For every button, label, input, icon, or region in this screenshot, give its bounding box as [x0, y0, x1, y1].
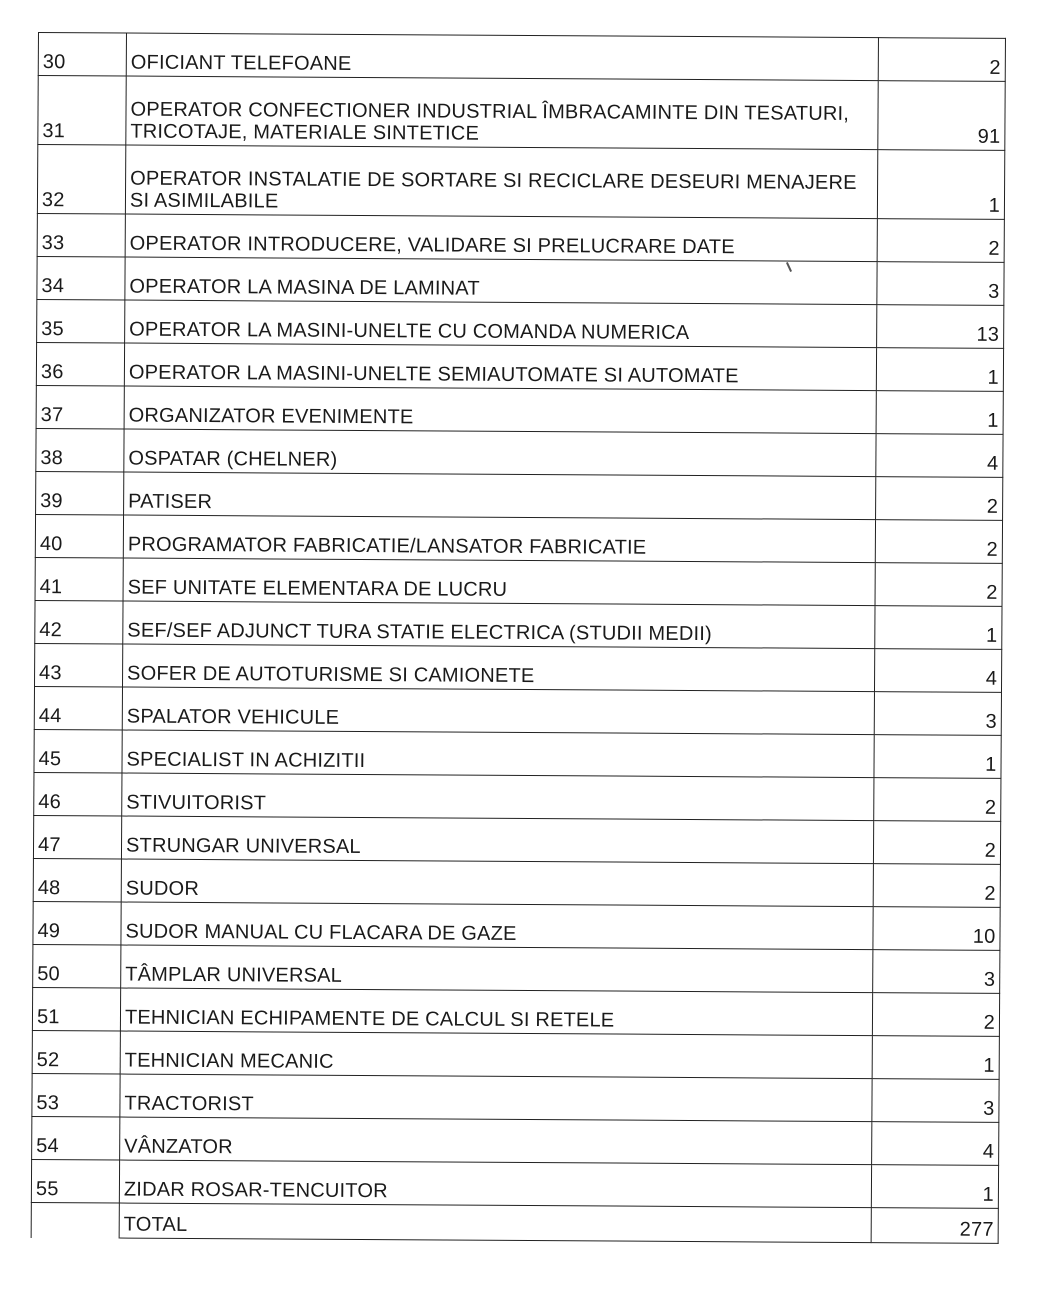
occupation-name-line: OPERATOR LA MASINI-UNELTE CU COMANDA NUMERICA	[129, 318, 690, 344]
occupation-name-line: ZIDAR ROSAR-TENCUITOR	[123, 1178, 388, 1203]
occupation-name	[121, 902, 873, 950]
vacancy-count: 1	[874, 735, 1001, 779]
vacancy-count: 2	[877, 219, 1004, 263]
occupation-name-line: SUDOR	[125, 877, 200, 900]
occupation-name-line: PROGRAMATOR FABRICATIE/LANSATOR FABRICATIE	[127, 533, 647, 559]
table-row	[35, 557, 1002, 606]
table-row	[37, 213, 1004, 262]
table-row	[32, 1030, 999, 1079]
table-row	[32, 1116, 999, 1165]
occupation-name	[120, 1074, 872, 1122]
row-number: 55	[31, 1159, 119, 1203]
row-number: 51	[32, 987, 120, 1031]
occupation-name	[126, 76, 878, 150]
row-number: 48	[33, 858, 121, 902]
vacancy-count: 1	[872, 1036, 999, 1080]
table-row	[35, 514, 1002, 563]
occupation-name	[123, 644, 875, 692]
row-number: 32	[37, 145, 125, 215]
occupation-name	[120, 1031, 872, 1079]
table-row	[33, 901, 1000, 950]
table-row	[36, 385, 1003, 434]
table-body	[31, 33, 1005, 1209]
occupation-name-line: SPALATOR VEHICULE	[126, 705, 340, 729]
occupation-name-line: TEHNICIAN MECANIC	[124, 1049, 334, 1073]
vacancy-count: 4	[872, 1122, 999, 1166]
row-number: 50	[33, 944, 121, 988]
row-number: 38	[36, 428, 124, 472]
row-number: 41	[35, 557, 123, 601]
occupation-name	[119, 1160, 871, 1208]
occupation-name	[124, 343, 876, 391]
row-number: 49	[33, 901, 121, 945]
total-value: 277	[871, 1208, 998, 1244]
table-row	[32, 1073, 999, 1122]
vacancy-count: 3	[874, 692, 1001, 736]
table-row	[37, 256, 1004, 305]
row-number: 45	[34, 729, 122, 773]
vacancy-count: 2	[873, 821, 1000, 865]
occupation-name	[124, 429, 876, 477]
occupation-name	[123, 558, 875, 606]
occupation-name	[122, 687, 874, 735]
row-number: 52	[32, 1030, 120, 1074]
table-row	[31, 1159, 998, 1208]
vacancy-count: 2	[874, 778, 1001, 822]
document-page	[35, 32, 1005, 1241]
row-number: 33	[37, 213, 125, 257]
occupation-name	[125, 257, 877, 305]
table-row	[36, 428, 1003, 477]
vacancy-count: 1	[877, 150, 1004, 220]
occupation-name	[122, 773, 874, 821]
vacancy-count: 91	[878, 81, 1005, 151]
occupation-name-line: SEF UNITATE ELEMENTARA DE LUCRU	[127, 576, 508, 601]
row-number: 34	[37, 256, 125, 300]
occupation-name	[122, 730, 874, 778]
occupation-name-line: SOFER DE AUTOTURISME SI CAMIONETE	[127, 662, 535, 688]
occupation-name-line: VÂNZATOR	[124, 1135, 233, 1159]
occupation-name-line: SEF/SEF ADJUNCT TURA STATIE ELECTRICA (STUDII MEDII)	[127, 619, 712, 646]
table-row	[36, 342, 1003, 391]
total-row	[31, 1202, 998, 1243]
occupation-name-line: OSPATAR (CHELNER)	[128, 447, 338, 471]
vacancy-count: 2	[872, 993, 999, 1037]
row-number: 43	[35, 643, 123, 687]
table-row	[38, 76, 1005, 151]
row-number: 54	[32, 1116, 120, 1160]
occupation-name	[121, 945, 873, 993]
vacancy-count: 2	[878, 38, 1005, 82]
occupation-name	[123, 515, 875, 563]
table-row	[35, 600, 1002, 649]
row-number: 35	[37, 299, 125, 343]
vacancy-count: 4	[876, 434, 1003, 478]
table-row	[34, 772, 1001, 821]
occupation-name	[125, 300, 877, 348]
occupation-name-line: TÂMPLAR UNIVERSAL	[125, 963, 343, 987]
vacancy-count: 2	[873, 864, 1000, 908]
occupation-name	[120, 1117, 872, 1165]
table-row	[33, 944, 1000, 993]
table-row	[38, 33, 1005, 82]
occupation-name-line: OPERATOR CONFECTIONER INDUSTRIAL ÎMBRACAMINTE DIN TESATURI,	[130, 98, 850, 125]
occupation-name	[123, 601, 875, 649]
row-number: 47	[33, 815, 121, 859]
table-row	[33, 858, 1000, 907]
table-row	[33, 815, 1000, 864]
row-number: 42	[35, 600, 123, 644]
vacancy-count: 10	[873, 907, 1000, 951]
row-number: 30	[38, 33, 126, 77]
occupation-name-line: SPECIALIST IN ACHIZITII	[126, 748, 366, 773]
row-number: 31	[38, 76, 126, 146]
occupation-name	[126, 33, 878, 81]
occupation-name-line: STIVUITORIST	[126, 791, 267, 815]
vacancy-count: 1	[871, 1165, 998, 1209]
occupation-name-line: SI ASIMILABILE	[129, 189, 279, 213]
occupation-name	[121, 859, 873, 907]
table-row	[37, 299, 1004, 348]
vacancy-count: 1	[875, 606, 1002, 650]
row-number: 40	[35, 514, 123, 558]
occupations-table	[31, 32, 1006, 1244]
row-number: 44	[34, 686, 122, 730]
vacancy-count: 2	[875, 520, 1002, 564]
vacancy-count: 1	[876, 391, 1003, 435]
row-number: 53	[32, 1073, 120, 1117]
occupation-name-line: OFICIANT TELEFOANE	[130, 51, 352, 75]
occupation-name-line: SUDOR MANUAL CU FLACARA DE GAZE	[125, 920, 517, 945]
table-row	[36, 471, 1003, 520]
occupation-name	[121, 816, 873, 864]
row-number: 37	[36, 385, 124, 429]
table-row	[34, 686, 1001, 735]
table-row	[35, 643, 1002, 692]
total-nr-cell	[31, 1202, 119, 1238]
occupation-name-line: ORGANIZATOR EVENIMENTE	[128, 404, 414, 429]
occupation-name	[124, 386, 876, 434]
row-number: 46	[34, 772, 122, 816]
occupation-name-line: OPERATOR LA MASINA DE LAMINAT	[129, 275, 480, 300]
occupation-name-line: STRUNGAR UNIVERSAL	[125, 834, 361, 858]
occupation-name	[125, 145, 877, 219]
occupation-name	[125, 214, 877, 262]
occupation-name	[124, 472, 876, 520]
vacancy-count: 3	[877, 262, 1004, 306]
vacancy-count: 2	[876, 477, 1003, 521]
table-row	[37, 145, 1004, 220]
row-number: 36	[36, 342, 124, 386]
occupation-name-line: TEHNICIAN ECHIPAMENTE DE CALCUL SI RETELE	[124, 1006, 615, 1032]
vacancy-count: 3	[872, 1079, 999, 1123]
occupation-name-line: OPERATOR INTRODUCERE, VALIDARE SI PRELUCRARE DATE	[129, 232, 735, 259]
table-row	[34, 729, 1001, 778]
occupation-name-line: OPERATOR INSTALATIE DE SORTARE SI RECICLARE DESEURI MENAJERE	[130, 167, 857, 195]
table-row	[32, 987, 999, 1036]
vacancy-count: 4	[874, 649, 1001, 693]
occupation-name-line: TRACTORIST	[124, 1092, 254, 1116]
vacancy-count: 1	[876, 348, 1003, 392]
occupation-name	[120, 988, 872, 1036]
row-number: 39	[36, 471, 124, 515]
vacancy-count: 2	[875, 563, 1002, 607]
total-label: TOTAL	[119, 1203, 871, 1243]
vacancy-count: 13	[877, 305, 1004, 349]
vacancy-count: 3	[873, 950, 1000, 994]
occupation-name-line: OPERATOR LA MASINI-UNELTE SEMIAUTOMATE SI AUTOMATE	[128, 361, 739, 388]
occupation-name-line: PATISER	[128, 490, 213, 514]
occupation-name-line: TRICOTAJE, MATERIALE SINTETICE	[130, 120, 480, 145]
